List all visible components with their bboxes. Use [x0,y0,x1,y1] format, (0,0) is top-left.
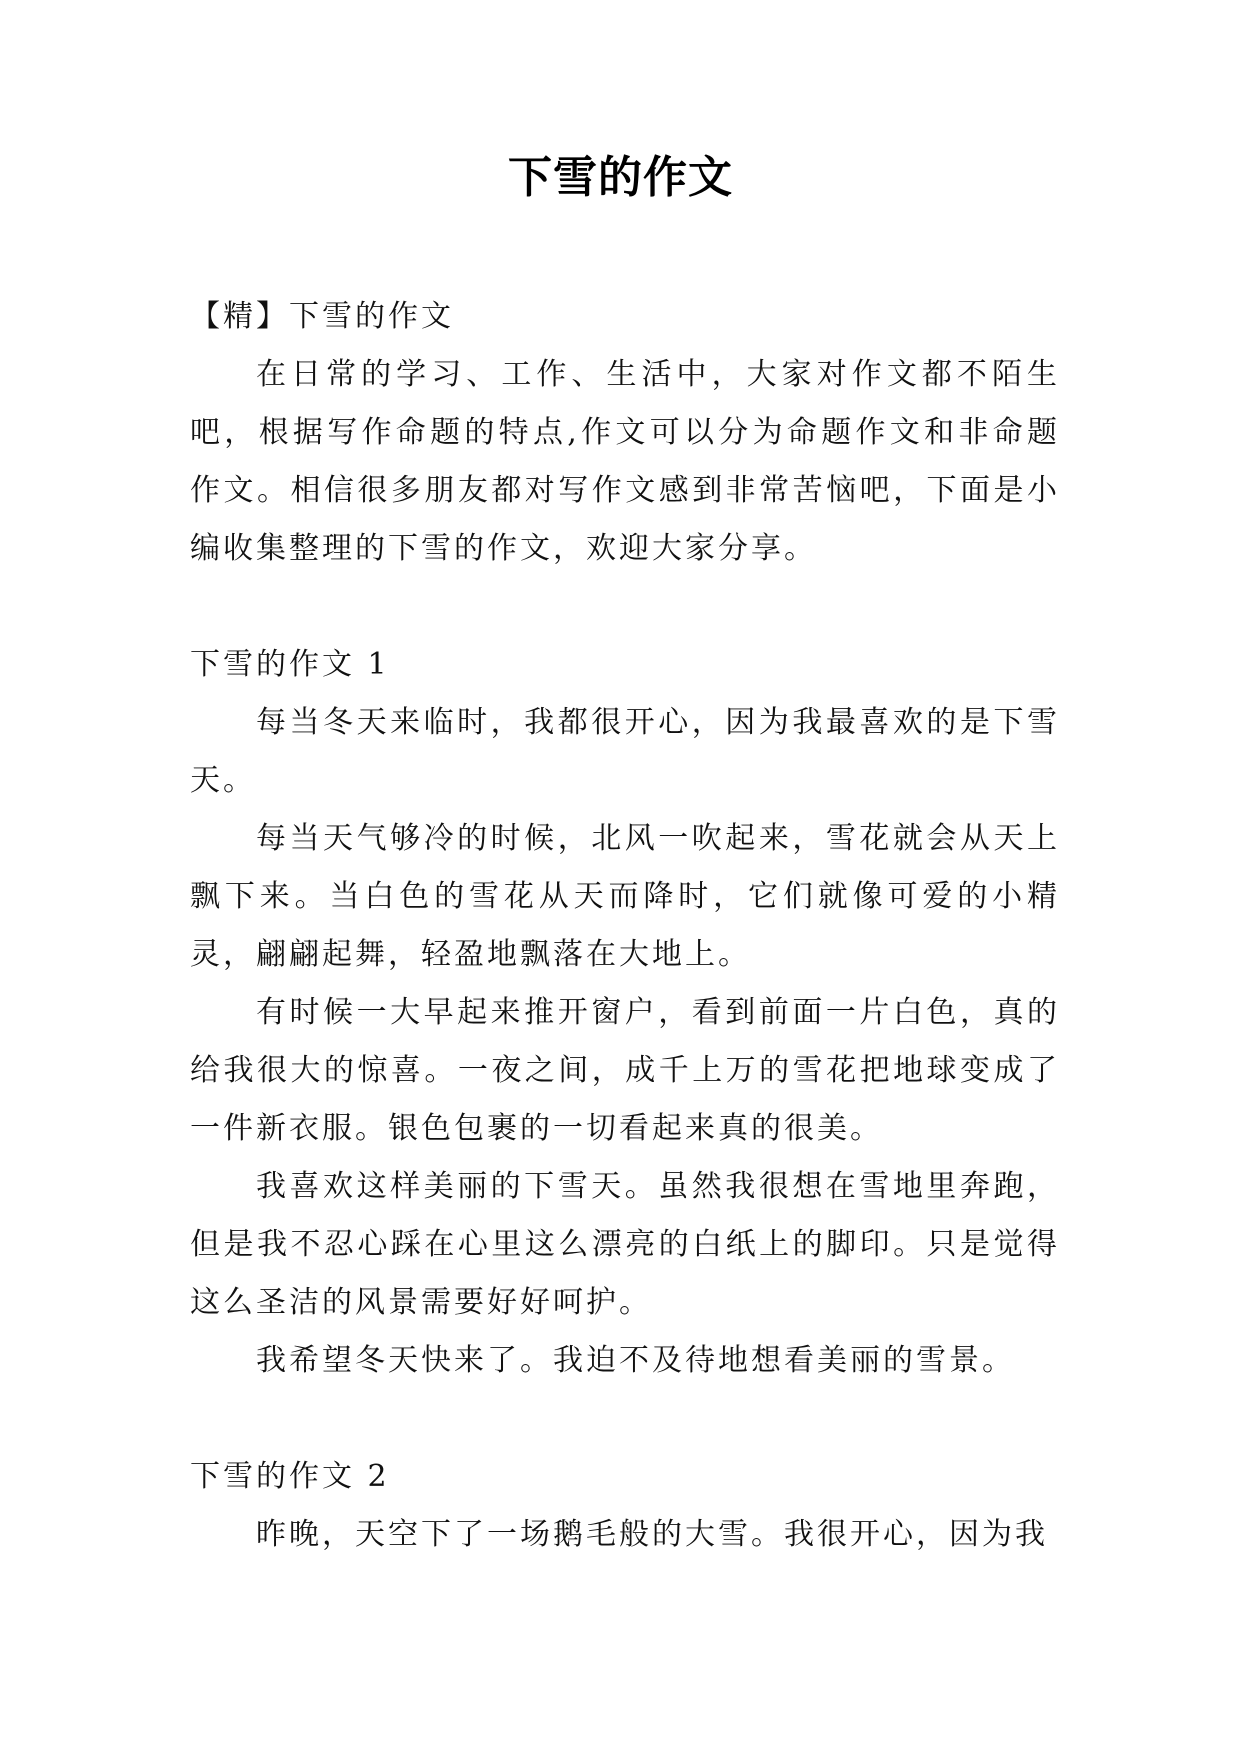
section-spacer [190,1390,1060,1448]
section-heading: 下雪的作文 1 [190,647,390,682]
document-body [190,288,1060,1564]
body-paragraph: 每当天气够冷的时候，北风一吹起来，雪花就会从天上飘下来。当白色的雪花从天而降时，它们就像可爱的小精灵，翩翩起舞，轻盈地飘落在大地上。 [190,821,1060,972]
section-heading: 下雪的作文 2 [190,1459,390,1494]
body-paragraph: 有时候一大早起来推开窗户，看到前面一片白色，真的给我很大的惊喜。一夜之间，成千上万的雪花把地球变成了一件新衣服。银色包裹的一切看起来真的很美。 [190,995,1060,1146]
body-paragraph: 每当冬天来临时，我都很开心，因为我最喜欢的是下雪天。 [190,705,1060,798]
section-spacer [190,578,1060,636]
document-title: 下雪的作文 [508,152,733,203]
body-paragraph: 我喜欢这样美丽的下雪天。虽然我很想在雪地里奔跑，但是我不忍心踩在心里这么漂亮的白纸上的脚印。只是觉得这么圣洁的风景需要好好呵护。 [190,1169,1060,1320]
intro-paragraph: 在日常的学习、工作、生活中，大家对作文都不陌生吧，根据写作命题的特点,作文可以分为命题作文和非命题作文。相信很多朋友都对写作文感到非常苦恼吧，下面是小编收集整理的下雪的作文，欢迎大家分享。 [190,357,1060,566]
body-paragraph: 我希望冬天快来了。我迫不及待地想看美丽的雪景。 [256,1343,1015,1378]
document-subtitle: 【精】下雪的作文 [190,299,454,334]
body-paragraph: 昨晚，天空下了一场鹅毛般的大雪。我很开心，因为我 [256,1517,1048,1552]
